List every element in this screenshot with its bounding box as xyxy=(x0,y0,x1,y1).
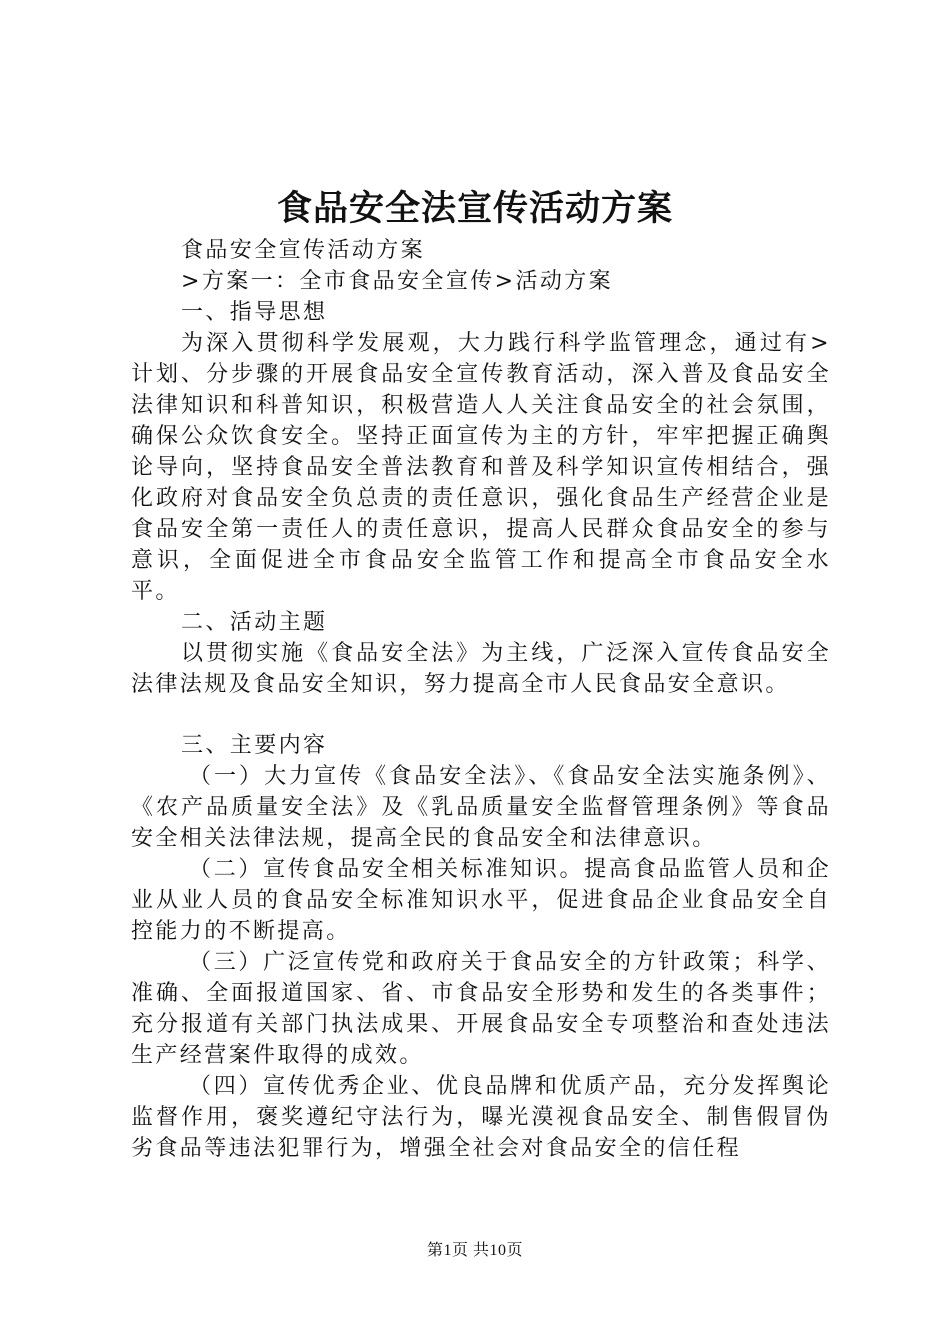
paragraph-subtitle: 食品安全宣传活动方案 xyxy=(181,238,426,263)
paragraph-content-item-3: （三）广泛宣传党和政府关于食品安全的方针政策；科学、准确、全面报道国家、省、市食品安全形势和发生的各类事件；充分报道有关部门执法成果、开展食品安全专项整治和查处违法生产经营案件取得的成效。 xyxy=(131,950,831,1068)
page-footer: 第1页 共10页 xyxy=(426,1242,523,1259)
paragraph-activity-theme: 以贯彻实施《食品安全法》为主线，广泛深入宣传食品安全法律法规及食品安全知识，努力提高全市人民食品安全意识。 xyxy=(131,641,831,697)
paragraph-content-item-1: （一）大力宣传《食品安全法》、《食品安全法实施条例》、《农产品质量安全法》及《乳品质量安全监督管理条例》等食品安全相关法律法规，提高全民的食品安全和法律意识。 xyxy=(131,764,831,851)
paragraph-plan-one: >方案一：全市食品安全宣传>活动方案 xyxy=(181,269,614,294)
paragraph-guiding-thought: 为深入贯彻科学发展观，大力践行科学监管理念，通过有>计划、分步骤的开展食品安全宣传教育活动，深入普及食品安全法律知识和科普知识，积极营造人人关注食品安全的社会氛围，确保公众饮食安全。坚持正面宣传为主的方针，牢牢把握正确舆论导向，坚持食品安全普法教育和普及科学知识宣传相结合，强化政府对食品安全负总责的责任意识，强化食品生产经营企业是食品安全第一责任人的责任意识，提高人民群众食品安全的参与意识，全面促进全市食品安全监管工作和提高全市食品安全水平。 xyxy=(131,331,831,604)
section-heading-guiding-thought: 一、指导思想 xyxy=(181,300,328,325)
document-body xyxy=(131,235,831,1164)
paragraph-content-item-4: （四）宣传优秀企业、优良品牌和优质产品，充分发挥舆论监督作用，褒奖遵纪守法行为，曝光漠视食品安全、制售假冒伪劣食品等违法犯罪行为，增强全社会对食品安全的信任程 xyxy=(131,1074,831,1161)
section-heading-activity-theme: 二、活动主题 xyxy=(181,610,328,635)
paragraph-content-item-2: （二）宣传食品安全相关标准知识。提高食品监管人员和企业从业人员的食品安全标准知识水平，促进食品企业食品安全自控能力的不断提高。 xyxy=(131,857,831,944)
blank-line xyxy=(131,700,831,730)
section-heading-main-content: 三、主要内容 xyxy=(181,733,328,758)
document-title: 食品安全法宣传活动方案 xyxy=(276,188,673,229)
